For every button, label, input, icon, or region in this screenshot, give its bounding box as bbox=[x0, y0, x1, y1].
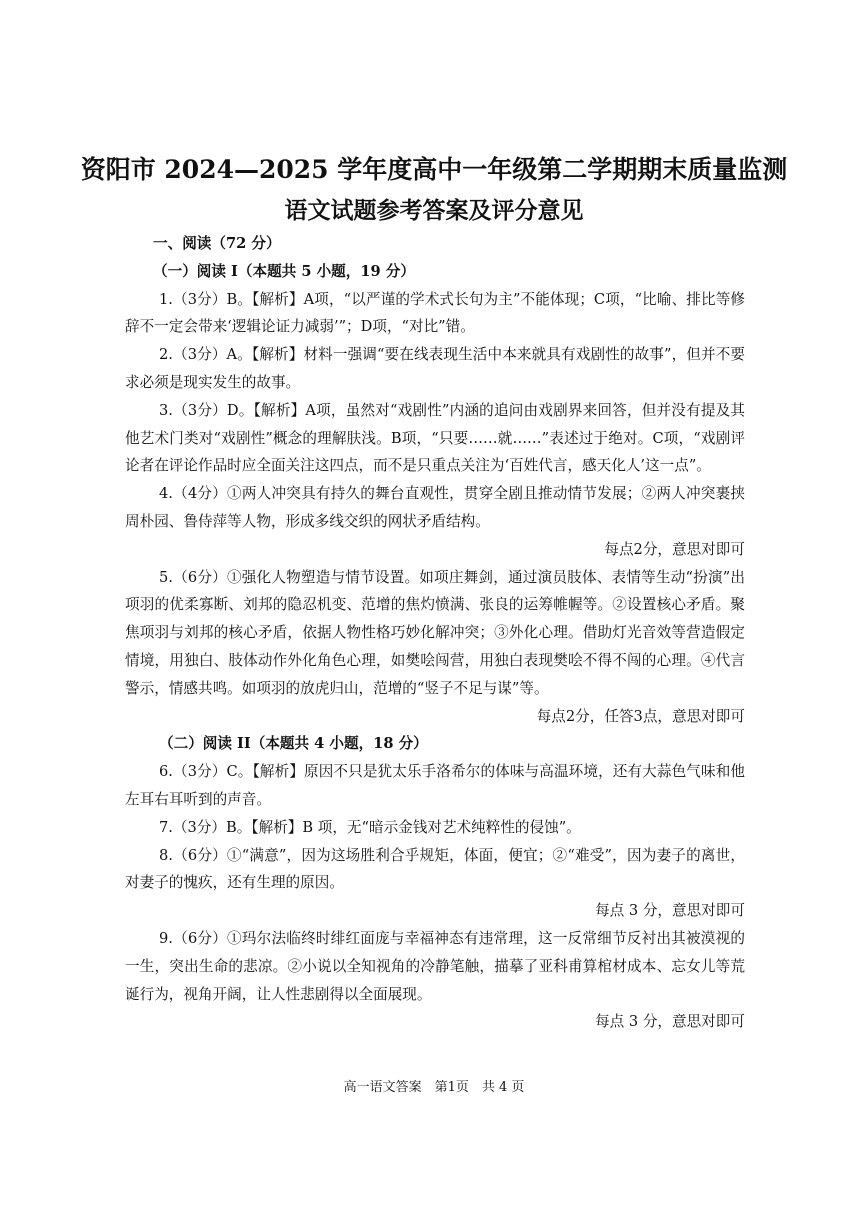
answer-q8: 8.（6分）①“满意”，因为这场胜利合乎规矩，体面，便宜；②“难受”，因为妻子的离世，对妻子的愧疚，还有生理的原因。 bbox=[125, 846, 745, 892]
section-heading-reading-2: （二）阅读 II（本题共 4 小题，18 分） bbox=[159, 735, 428, 753]
answer-q2: 2.（3分）A。【解析】材料一强调“要在线表现生活中本来就具有戏剧性的故事”，但并不要求必须是现实发生的故事。 bbox=[125, 346, 745, 391]
section-heading-reading-1: （一）阅读 I（本题共 5 小题，19 分） bbox=[153, 262, 415, 280]
page-footer: 高一语文答案 第1页 共 4 页 bbox=[343, 1080, 525, 1095]
answer-q4: 4.（4分）①两人冲突具有持久的舞台直观性，贯穿全剧且推动情节发展；②两人冲突裹挟周朴园、鲁侍萍等人物，形成多线交织的网状矛盾结构。 bbox=[125, 485, 745, 530]
scoring-note-q5: 每点2分，任答3点，意思对即可 bbox=[536, 707, 745, 725]
scoring-note-q8: 每点 3 分，意思对即可 bbox=[595, 902, 745, 920]
answer-q7: 7.（3分）B。【解析】B 项，无“暗示金钱对艺术纯粹性的侵蚀”。 bbox=[159, 818, 581, 836]
scoring-note-q4: 每点2分，意思对即可 bbox=[604, 540, 745, 558]
section-heading-reading: 一、阅读（72 分） bbox=[153, 235, 281, 252]
answer-q1: 1.（3分）B。【解析】A项，“以严谨的学术式长句为主”不能体现；C项，“比喻、排比等修辞不一定会带来‘逻辑论证力减弱’”；D项，“对比”错。 bbox=[125, 290, 745, 336]
answer-q3: 3.（3分）D。【解析】A项，虽然对“戏剧性”内涵的追问由戏剧界来回答，但并没有提及其他艺术门类对“戏剧性”概念的理解肤浅。B项，“只要……就……”表述过于绝对。C项，“戏剧评论者在评论作品时应全面关注这四点，而不是只重点关注为‘百姓代言，感天化人’这一点”。 bbox=[125, 401, 745, 475]
document-subtitle: 语文试题参考答案及评分意见 bbox=[284, 197, 584, 224]
answer-body bbox=[125, 230, 745, 1036]
document-title: 资阳市 2024—2025 学年度高中一年级第二学期期末质量监测 bbox=[80, 155, 788, 184]
answer-q6: 6.（3分）C。【解析】原因不只是犹太乐手洛希尔的体味与高温环境，还有大蒜色气味和他左耳右耳听到的声音。 bbox=[125, 763, 745, 808]
scoring-note-q9: 每点 3 分，意思对即可 bbox=[595, 1013, 745, 1031]
answer-q9: 9.（6分）①玛尔法临终时绯红面庞与幸福神态有违常理，这一反常细节反衬出其被漠视的一生，突出生命的悲凉。②小说以全知视角的冷静笔触，描摹了亚科甫算棺材成本、忘女儿等荒诞行为，视角开阔，让人性悲剧得以全面展现。 bbox=[125, 929, 745, 1003]
answer-q5: 5.（6分）①强化人物塑造与情节设置。如项庄舞剑，通过演员肢体、表情等生动“扮演”出项羽的优柔寡断、刘邦的隐忍机变、范增的焦灼愤满、张良的运筹帷幄等。②设置核心矛盾。聚焦项羽与刘邦的核心矛盾，依据人物性格巧妙化解冲突；③外化心理。借助灯光音效等营造假定情境，用独白、肢体动作外化角色心理，如樊哙闯营，用独白表现樊哙不得不闯的心理。④代言警示，情感共鸣。如项羽的放虎归山，范增的“竖子不足与谋”等。 bbox=[125, 568, 745, 697]
